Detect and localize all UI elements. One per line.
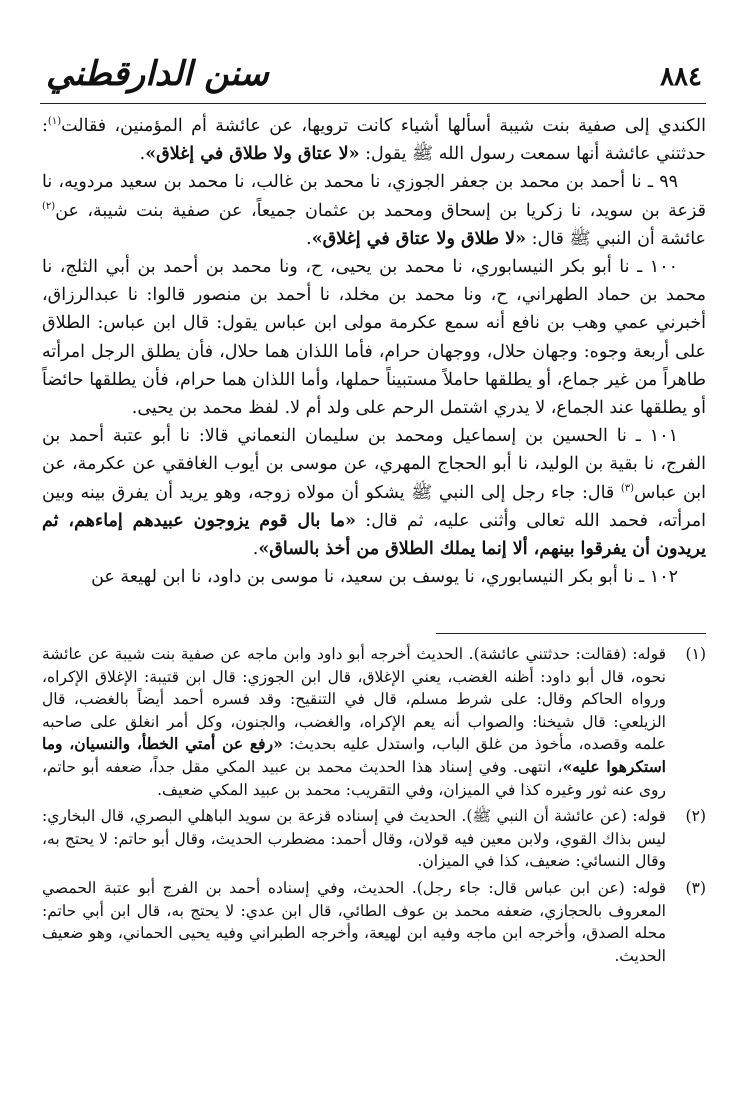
- paragraph-text: قال: جاء رجل إلى النبي ﷺ يشكو أن مولاه زوجه، وهو يريد أن يفرق بينه وبين امرأته، فحمد الله تعالى وأثنى عليه، ثم قال:: [42, 482, 706, 531]
- hadith-quote: «ما بال قوم يزوجون عبيدهم إماءهم، ثم يريدون أن يفرقوا بينهم، ألا إنما يملك الطلاق من أخذ بالساق»: [42, 510, 706, 560]
- punctuation: .: [252, 539, 259, 560]
- main-text: [42, 112, 706, 591]
- hadith-102: [42, 563, 706, 591]
- footnote-body: قوله: (فقالت: حدثتني عائشة). الحديث أخرجه أبو داود وابن ماجه عن صفية بنت شيبة عن عائشة نحوه، قال أبو داود: أظنه الغضب، يعني الإغلاق، قال ابن الجوزي: قال ابن قتيبة: الإغلاق الإكراه، ورواه الحاكم وقال: على شرط مسلم، قال في التنقيح: وقد فسره أحمد أيضاً بالغضب، قال الزيلعي: قال شيخنا: والصواب أنه يعم الإكراه، والغضب، والجنون، وكل أمر انغلق على صاحبه علمه وقصده، مأخوذ من غلق الباب، واستدل عليه بحديث:: [42, 645, 667, 754]
- footnote-1: [42, 643, 706, 801]
- header-divider: [40, 103, 706, 104]
- footnote-2: [42, 805, 706, 873]
- footnote-divider: [436, 633, 706, 634]
- hadith-100: [42, 253, 706, 422]
- paragraph-text: ٩٩ ـ نا أحمد بن محمد بن جعفر الجوزي، نا محمد بن غالب، نا محمد بن سعيد مردويه، نا قزعة بن سويد، نا زكريا بن إسحاق ومحمد بن عثمان جميعاً، عن صفية بنت شيبة، عن: [42, 172, 706, 221]
- paragraph-text: الكندي إلى صفية بنت شيبة أسألها أشياء كانت ترويها، عن عائشة أم المؤمنين، فقالت: [61, 116, 706, 136]
- footnote-text: [42, 805, 666, 873]
- paragraph-text: ١٠٠ ـ نا أبو بكر النيسابوري، نا محمد بن يحيى، ح، ونا محمد بن أحمد بن أبي الثلج، نا محمد بن حماد الطهراني، ح، ونا محمد بن مخلد، نا أحمد بن منصور قالوا: نا عبدالرزاق، أخبرني عمي وهب بن نافع أنه سمع عكرمة مولى ابن عباس يقول: قال ابن عباس: الطلاق على أربعة وجوه: وجهان حلال، ووجهان حرام، فأما اللذان هما حلال، فأن يطلق الرجل امرأته طاهراً من غير جماع، أو يطلقها حاملاً مستبيناً حملها، وأما اللذان هما حرام، فأن يطلقها حائضاً أو يطلقها عند الجماع، لا يدري اشتمل الرحم على ولد أم لا. لفظ محمد بن يحيى.: [42, 257, 706, 419]
- footnote-number: (٣): [685, 878, 706, 897]
- paragraph-text: ١٠١ ـ نا الحسين بن إسماعيل ومحمد بن سليمان النعماني قالا: نا أبو عتبة أحمد بن الفرج، نا بقية بن الوليد، نا أبو الحجاج المهري، عن موسى بن أيوب الغافقي عن عكرمة، عن ابن عباس: [42, 426, 706, 503]
- page-number: ٨٨٤: [660, 62, 702, 92]
- footnote-3: [42, 877, 706, 967]
- footnote-text: [42, 877, 666, 967]
- footnote-body: قوله: (عن ابن عباس قال: جاء رجل). الحديث، وفي إسناده أحمد بن الفرج أبو عتبة الحمصي المعروف بالحجازي، ضعفه محمد بن عوف الطائي، قال ابن عدي: لا يحتج به، قال ابن أبي حاتم: محله الصدق، وأخرجه ابن ماجه وفيه ابن لهيعة، وأخرجه الطبراني وفيه يحيى الحماني، وهو ضعيف الحديث.: [42, 878, 666, 965]
- punctuation: .: [139, 144, 146, 165]
- paragraph-text: ١٠٢ ـ نا أبو بكر النيسابوري، نا يوسف بن سعيد، نا موسى بن داود، نا ابن لهيعة عن: [91, 567, 678, 588]
- hadith-101: [42, 422, 706, 563]
- book-title: سنن الدارقطني: [46, 54, 269, 94]
- footnote-ref: (١): [47, 116, 62, 128]
- footnote-quote: «رفع عن أمتي الخطأ، والنسيان، وما استكرهوا عليه»: [42, 734, 666, 776]
- footnote-body: ، انتهى. وفي إسناد هذا الحديث محمد بن عبيد المكي مقل جداً، ضعفه أبو حاتم، روى عنه ثور وغيره كذا في الميزان، وفي التقريب: محمد بن عبيد المكي ضعيف.: [42, 757, 666, 799]
- hadith-99: [42, 168, 706, 253]
- footnote-body: قوله: (عن عائشة أن النبي ﷺ). الحديث في إسناده قزعة بن سويد الباهلي البصري، قال البخاري: ليس بذاك القوي، ولابن معين فيه قولان، وقال أحمد: مضطرب الحديث، وقال أبو حاتم: لا يحتج به، وقال النسائي: ضعيف، كذا في الميزان.: [42, 807, 666, 871]
- hadith-quote: «لا عتاق ولا طلاق في إغلاق»: [145, 144, 360, 165]
- page-header: [40, 48, 706, 104]
- footnote-text: [42, 643, 666, 801]
- paragraph-continuation: [42, 112, 706, 168]
- paragraph-text: : حدثتني عائشة أنها سمعت رسول الله ﷺ يقول:: [42, 116, 706, 165]
- footnote-number: (١): [685, 645, 706, 663]
- footnote-number: (٢): [685, 807, 706, 826]
- footnote-ref: (٢): [42, 200, 56, 212]
- punctuation: .: [306, 228, 312, 249]
- paragraph-text: عائشة أن النبي ﷺ قال:: [526, 228, 706, 249]
- hadith-quote: «لا طلاق ولا عتاق في إغلاق»: [311, 228, 527, 249]
- footnotes: [42, 643, 706, 971]
- footnote-ref: (٣): [620, 482, 634, 494]
